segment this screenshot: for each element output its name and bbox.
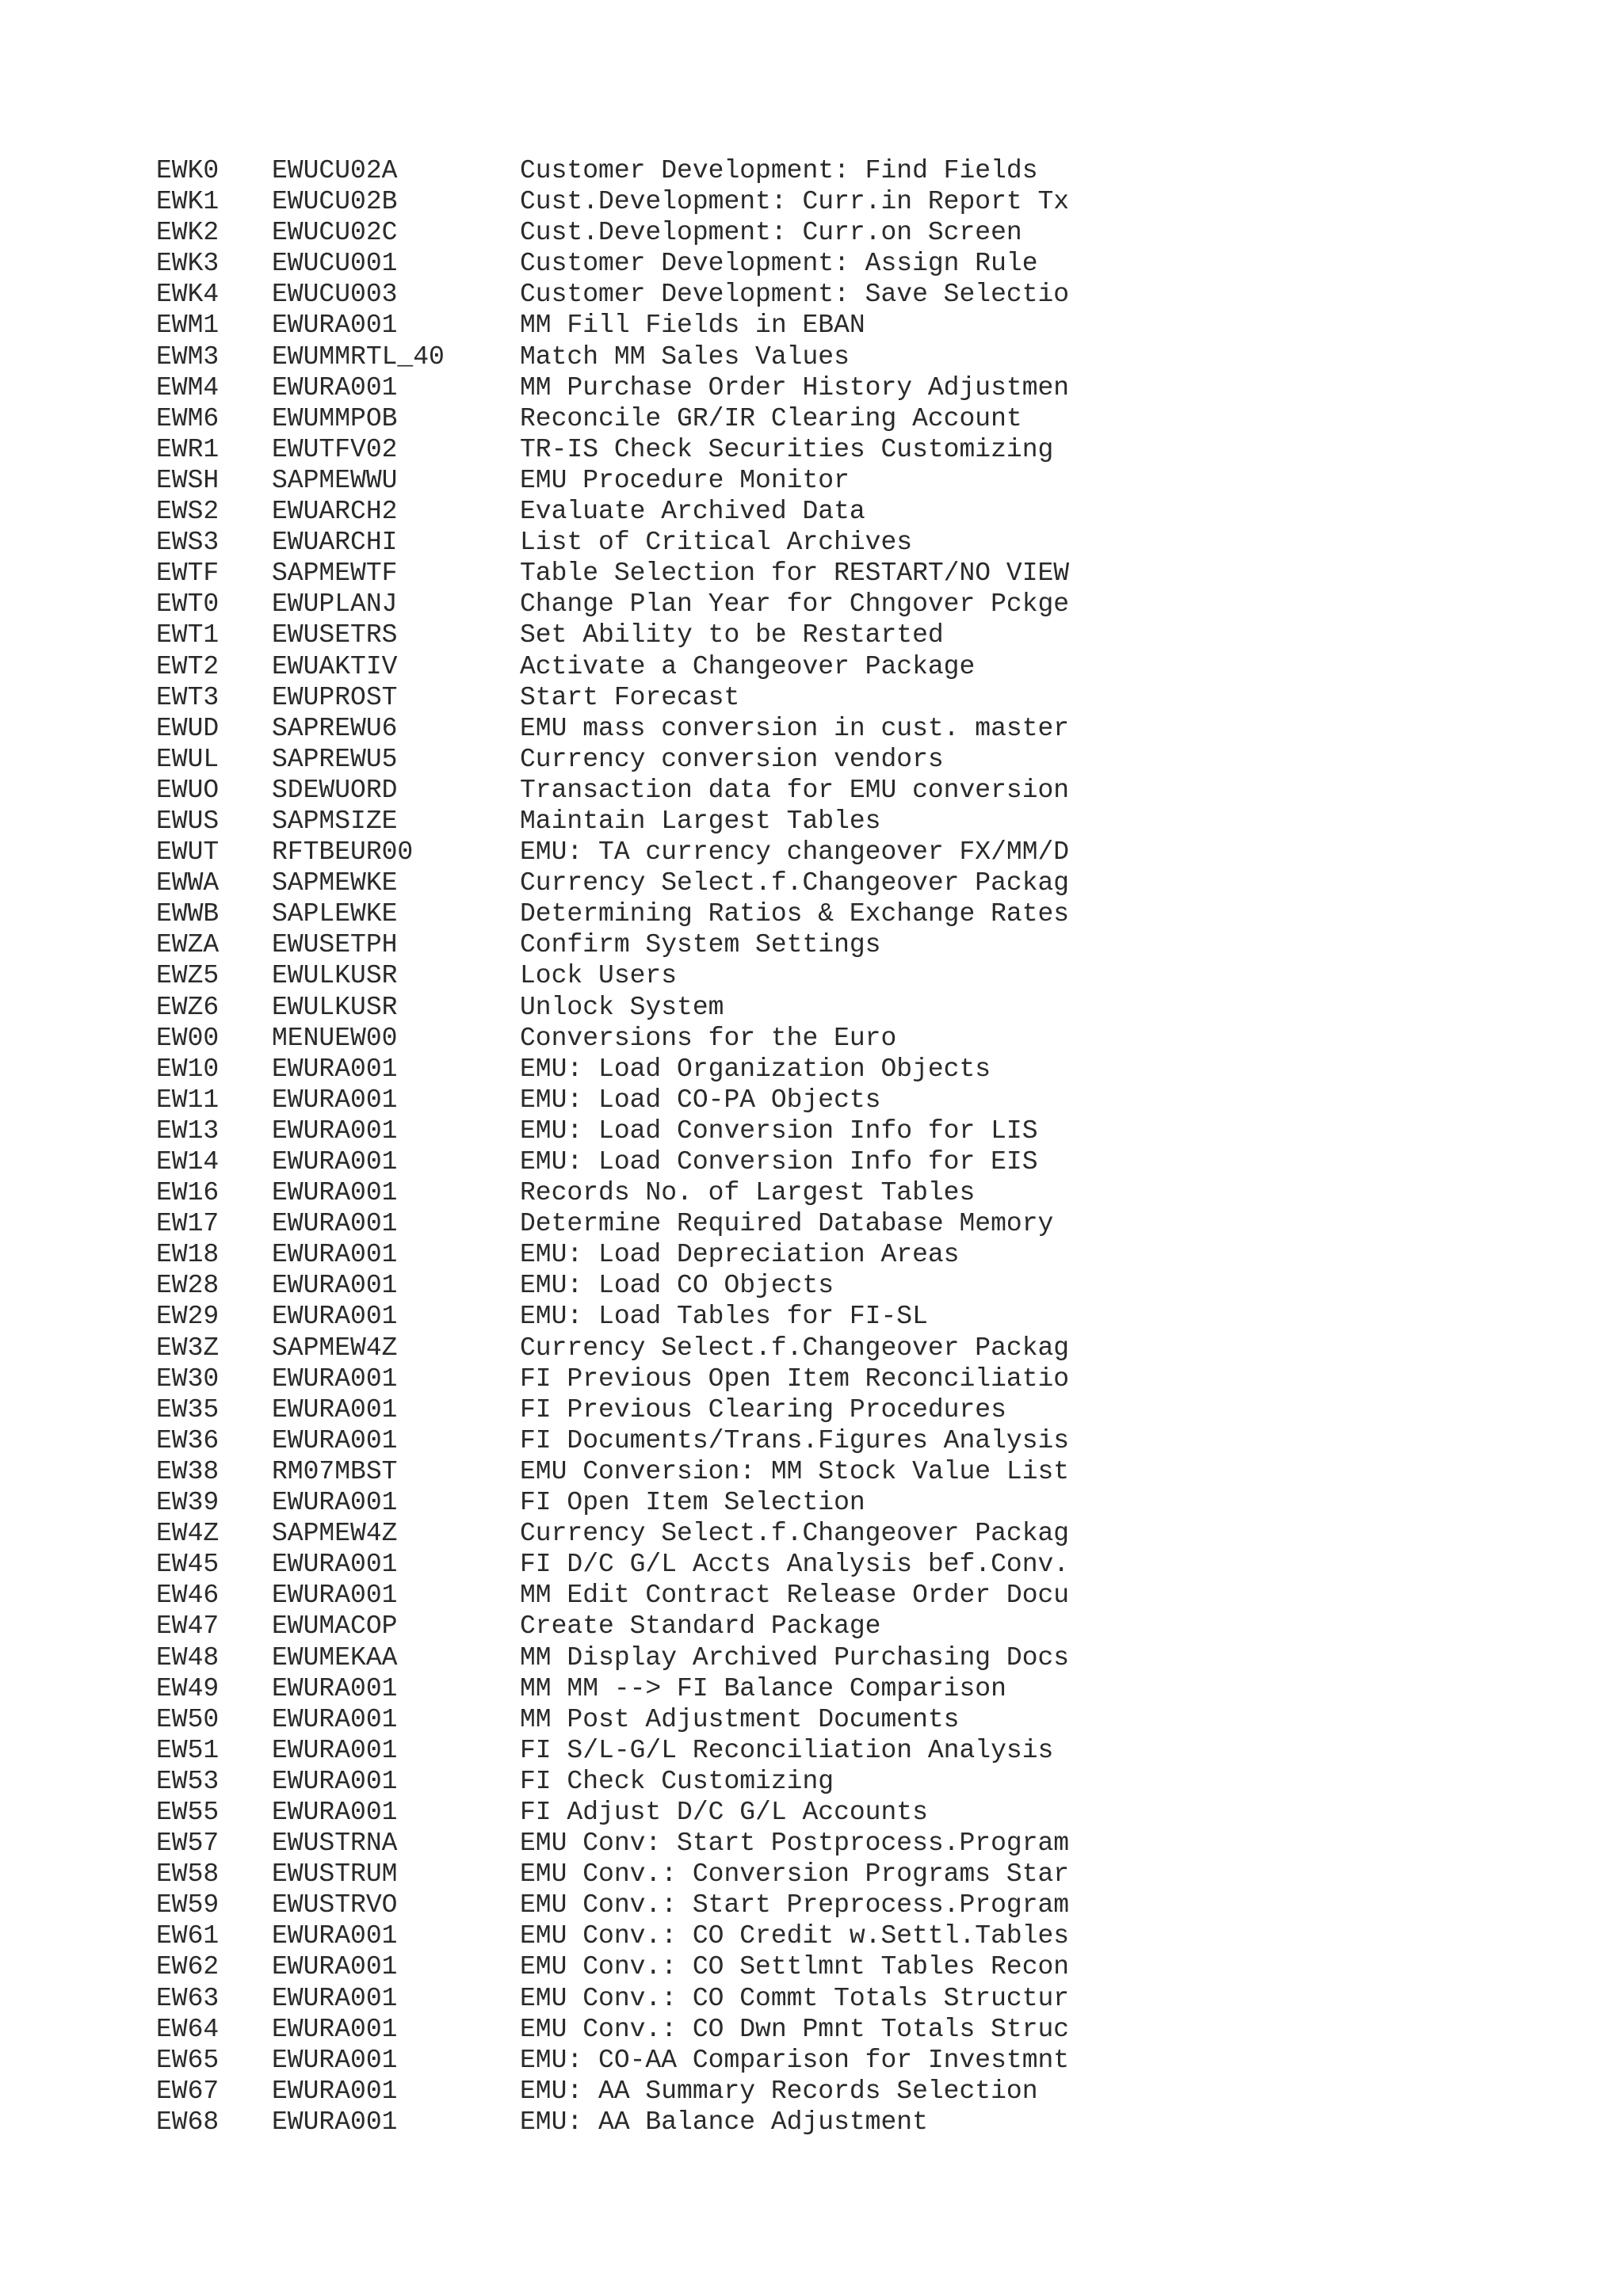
transaction-code-list	[156, 155, 1583, 2138]
transaction-description: EMU Conv.: CO Credit w.Settl.Tables	[520, 1921, 1070, 1951]
list-item	[156, 2076, 1583, 2107]
list-item	[156, 434, 1583, 465]
program-name: EWURA001	[272, 2014, 398, 2044]
list-item	[156, 1611, 1583, 1642]
transaction-code: EW13	[156, 1116, 220, 1146]
list-item	[156, 186, 1583, 217]
list-item	[156, 403, 1583, 434]
transaction-description: Maintain Largest Tables	[520, 806, 881, 836]
program-name: EWURA001	[272, 1271, 398, 1301]
transaction-code: EW57	[156, 1829, 220, 1859]
program-name: EWUPLANJ	[272, 589, 398, 620]
list-item	[156, 837, 1583, 868]
transaction-code: EWT3	[156, 682, 220, 712]
transaction-description: FI Previous Clearing Procedures	[520, 1394, 1006, 1425]
transaction-code: EW10	[156, 1054, 220, 1084]
transaction-description: Evaluate Archived Data	[520, 497, 865, 527]
list-item	[156, 1642, 1583, 1673]
list-item	[156, 496, 1583, 527]
transaction-description: FI Documents/Trans.Figures Analysis	[520, 1425, 1070, 1455]
program-name: EWUTFV02	[272, 434, 398, 464]
program-name: EWURA001	[272, 1735, 398, 1765]
transaction-code: EW17	[156, 1209, 220, 1239]
list-item	[156, 1208, 1583, 1239]
program-name: EWURA001	[272, 1550, 398, 1580]
list-item	[156, 1797, 1583, 1828]
program-name: SAPMEW4Z	[272, 1333, 398, 1363]
program-name: EWUCU02B	[272, 187, 398, 217]
list-item	[156, 465, 1583, 496]
program-name: EWUARCH2	[272, 497, 398, 527]
list-item	[156, 310, 1583, 341]
list-item	[156, 1301, 1583, 1332]
transaction-code: EWK1	[156, 187, 220, 217]
transaction-description: FI Check Customizing	[520, 1766, 834, 1796]
program-name: EWURA001	[272, 1797, 398, 1827]
transaction-description: Match MM Sales Values	[520, 341, 850, 372]
program-name: SAPMEWKE	[272, 868, 398, 898]
transaction-code: EW4Z	[156, 1519, 220, 1549]
transaction-code: EW16	[156, 1178, 220, 1208]
program-name: EWUMMPOB	[272, 403, 398, 433]
transaction-code: EW3Z	[156, 1333, 220, 1363]
transaction-description: Reconcile GR/IR Clearing Account	[520, 403, 1022, 433]
transaction-code: EW64	[156, 2014, 220, 2044]
transaction-code: EWUO	[156, 775, 220, 805]
program-name: EWURA001	[272, 1147, 398, 1177]
transaction-description: EMU: Load Tables for FI-SL	[520, 1302, 928, 1332]
transaction-code: EWM6	[156, 403, 220, 433]
transaction-description: EMU Conversion: MM Stock Value List	[520, 1456, 1070, 1486]
transaction-description: Currency Select.f.Changeover Packag	[520, 868, 1070, 898]
list-item	[156, 279, 1583, 310]
program-name: EWUSTRNA	[272, 1829, 398, 1859]
transaction-code: EWUD	[156, 713, 220, 743]
transaction-code: EWUS	[156, 806, 220, 836]
list-item	[156, 527, 1583, 558]
program-name: SAPMEWTF	[272, 559, 398, 589]
transaction-code: EW55	[156, 1797, 220, 1827]
program-name: SAPLEWKE	[272, 899, 398, 929]
transaction-code: EW62	[156, 1952, 220, 1982]
list-item	[156, 1394, 1583, 1425]
list-item	[156, 1549, 1583, 1580]
transaction-code: EW50	[156, 1704, 220, 1734]
transaction-code: EWWB	[156, 899, 220, 929]
program-name: EWUSTRVO	[272, 1890, 398, 1920]
transaction-description: EMU Conv.: Conversion Programs Star	[520, 1859, 1070, 1890]
transaction-code: EWZA	[156, 930, 220, 960]
list-item	[156, 155, 1583, 186]
transaction-description: TR-IS Check Securities Customizing	[520, 434, 1054, 464]
transaction-code: EWUT	[156, 837, 220, 868]
list-item	[156, 341, 1583, 372]
transaction-description: FI S/L-G/L Reconciliation Analysis	[520, 1735, 1054, 1765]
program-name: SDEWUORD	[272, 775, 398, 805]
list-item	[156, 1828, 1583, 1859]
transaction-description: MM MM --> FI Balance Comparison	[520, 1673, 1006, 1703]
transaction-description: Currency Select.f.Changeover Packag	[520, 1333, 1070, 1363]
transaction-description: FI Previous Open Item Reconciliatio	[520, 1363, 1070, 1394]
transaction-code: EW00	[156, 1023, 220, 1053]
program-name: EWUPROST	[272, 682, 398, 712]
list-item	[156, 1363, 1583, 1394]
list-item	[156, 620, 1583, 650]
transaction-code: EWK0	[156, 156, 220, 185]
transaction-description: EMU Conv.: Start Preprocess.Program	[520, 1890, 1070, 1920]
transaction-code: EW35	[156, 1394, 220, 1425]
program-name: RFTBEUR00	[272, 837, 414, 868]
program-name: EWUCU003	[272, 280, 398, 310]
transaction-code: EWT0	[156, 589, 220, 620]
list-item	[156, 1146, 1583, 1177]
list-item	[156, 651, 1583, 682]
transaction-description: Cust.Development: Curr.in Report Tx	[520, 187, 1070, 217]
program-name: EWURA001	[272, 1054, 398, 1084]
transaction-code: EW45	[156, 1550, 220, 1580]
list-item	[156, 217, 1583, 248]
list-item	[156, 1487, 1583, 1518]
transaction-code: EW65	[156, 2045, 220, 2075]
transaction-description: Change Plan Year for Chngover Pckge	[520, 589, 1070, 620]
transaction-code: EW18	[156, 1240, 220, 1270]
transaction-description: EMU: Load Organization Objects	[520, 1054, 991, 1084]
program-name: EWURA001	[272, 1116, 398, 1146]
list-item	[156, 898, 1583, 929]
transaction-code: EW14	[156, 1147, 220, 1177]
list-item	[156, 1766, 1583, 1797]
transaction-description: Records No. of Largest Tables	[520, 1178, 976, 1208]
transaction-code: EW53	[156, 1766, 220, 1796]
transaction-code: EW29	[156, 1302, 220, 1332]
list-item	[156, 1023, 1583, 1054]
list-item	[156, 1735, 1583, 1766]
program-name: EWUCU02A	[272, 156, 398, 185]
transaction-description: EMU mass conversion in cust. master	[520, 713, 1070, 743]
list-item	[156, 558, 1583, 589]
transaction-code: EWS3	[156, 528, 220, 558]
transaction-code: EW58	[156, 1859, 220, 1890]
program-name: EWULKUSR	[272, 961, 398, 991]
transaction-description: MM Display Archived Purchasing Docs	[520, 1642, 1070, 1672]
transaction-description: EMU Conv.: CO Dwn Pmnt Totals Struc	[520, 2014, 1070, 2044]
list-item	[156, 1673, 1583, 1704]
program-name: SAPMEWWU	[272, 465, 398, 495]
transaction-code: EWM4	[156, 372, 220, 402]
list-item	[156, 1951, 1583, 1982]
program-name: EWURA001	[272, 2045, 398, 2075]
transaction-code: EWS2	[156, 497, 220, 527]
program-name: EWUARCHI	[272, 528, 398, 558]
list-item	[156, 1177, 1583, 1208]
program-name: EWURA001	[272, 1178, 398, 1208]
transaction-description: EMU: Load CO Objects	[520, 1271, 834, 1301]
transaction-code: EW68	[156, 2107, 220, 2137]
list-item	[156, 2107, 1583, 2138]
list-item	[156, 806, 1583, 837]
transaction-code: EWSH	[156, 465, 220, 495]
list-item	[156, 1890, 1583, 1920]
transaction-description: EMU: Load Conversion Info for EIS	[520, 1147, 1038, 1177]
transaction-description: Table Selection for RESTART/NO VIEW	[520, 559, 1070, 589]
program-name: EWURA001	[272, 1921, 398, 1951]
transaction-code: EW28	[156, 1271, 220, 1301]
program-name: EWURA001	[272, 1209, 398, 1239]
transaction-description: Lock Users	[520, 961, 678, 991]
program-name: EWUMMRTL_40	[272, 341, 445, 372]
program-name: EWURA001	[272, 1983, 398, 2013]
program-name: EWUSETPH	[272, 930, 398, 960]
transaction-description: Cust.Development: Curr.on Screen	[520, 218, 1022, 248]
list-item	[156, 960, 1583, 991]
transaction-code: EWK2	[156, 218, 220, 248]
program-name: EWULKUSR	[272, 992, 398, 1022]
program-name: EWUAKTIV	[272, 651, 398, 681]
list-item	[156, 713, 1583, 744]
transaction-description: List of Critical Archives	[520, 528, 913, 558]
transaction-code: EW30	[156, 1363, 220, 1394]
program-name: EWURA001	[272, 1766, 398, 1796]
transaction-code: EWR1	[156, 434, 220, 464]
list-item	[156, 744, 1583, 775]
transaction-code: EWTF	[156, 559, 220, 589]
transaction-code: EW11	[156, 1085, 220, 1115]
list-item	[156, 775, 1583, 806]
list-item	[156, 1518, 1583, 1549]
program-name: EWURA001	[272, 1363, 398, 1394]
list-item	[156, 2014, 1583, 2045]
transaction-code: EW36	[156, 1425, 220, 1455]
transaction-description: MM Edit Contract Release Order Docu	[520, 1581, 1070, 1611]
transaction-description: Set Ability to be Restarted	[520, 620, 944, 650]
list-item	[156, 1239, 1583, 1270]
transaction-description: MM Purchase Order History Adjustmen	[520, 372, 1070, 402]
program-name: EWURA001	[272, 311, 398, 341]
program-name: EWURA001	[272, 1952, 398, 1982]
program-name: EWURA001	[272, 372, 398, 402]
list-item	[156, 1270, 1583, 1301]
transaction-description: Currency conversion vendors	[520, 744, 944, 774]
transaction-code: EWUL	[156, 744, 220, 774]
program-name: EWUCU001	[272, 249, 398, 279]
transaction-code: EW67	[156, 2076, 220, 2106]
transaction-description: EMU: Load CO-PA Objects	[520, 1085, 881, 1115]
transaction-description: Determine Required Database Memory	[520, 1209, 1054, 1239]
list-item	[156, 1054, 1583, 1085]
list-item	[156, 1704, 1583, 1735]
transaction-code: EWZ5	[156, 961, 220, 991]
list-item	[156, 992, 1583, 1023]
program-name: EWUMACOP	[272, 1611, 398, 1642]
list-item	[156, 1580, 1583, 1611]
transaction-code: EW39	[156, 1488, 220, 1518]
transaction-description: EMU: Load Depreciation Areas	[520, 1240, 960, 1270]
transaction-description: Unlock System	[520, 992, 724, 1022]
transaction-description: Transaction data for EMU conversion	[520, 775, 1070, 805]
transaction-code: EW59	[156, 1890, 220, 1920]
transaction-code: EWM3	[156, 341, 220, 372]
list-item	[156, 1456, 1583, 1487]
program-name: EWUCU02C	[272, 218, 398, 248]
list-item	[156, 2045, 1583, 2076]
transaction-description: Conversions for the Euro	[520, 1023, 897, 1053]
transaction-description: Determining Ratios & Exchange Rates	[520, 899, 1070, 929]
transaction-code: EW38	[156, 1456, 220, 1486]
transaction-description: MM Post Adjustment Documents	[520, 1704, 960, 1734]
transaction-code: EWK3	[156, 249, 220, 279]
program-name: RM07MBST	[272, 1456, 398, 1486]
transaction-description: FI Open Item Selection	[520, 1488, 865, 1518]
transaction-code: EW63	[156, 1983, 220, 2013]
list-item	[156, 1333, 1583, 1363]
transaction-description: Customer Development: Find Fields	[520, 156, 1038, 185]
transaction-description: Customer Development: Assign Rule	[520, 249, 1038, 279]
transaction-code: EW47	[156, 1611, 220, 1642]
transaction-code: EW48	[156, 1642, 220, 1672]
transaction-code: EW46	[156, 1581, 220, 1611]
program-name: EWURA001	[272, 2107, 398, 2137]
program-name: EWURA001	[272, 1425, 398, 1455]
transaction-code: EW61	[156, 1921, 220, 1951]
transaction-description: Customer Development: Save Selectio	[520, 280, 1070, 310]
list-item	[156, 682, 1583, 713]
program-name: EWURA001	[272, 1488, 398, 1518]
transaction-description: EMU Procedure Monitor	[520, 465, 850, 495]
transaction-code: EWT2	[156, 651, 220, 681]
list-item	[156, 589, 1583, 620]
list-item	[156, 868, 1583, 898]
program-name: EWUMEKAA	[272, 1642, 398, 1672]
transaction-description: FI D/C G/L Accts Analysis bef.Conv.	[520, 1550, 1070, 1580]
program-name: SAPMSIZE	[272, 806, 398, 836]
transaction-code: EWK4	[156, 280, 220, 310]
list-item	[156, 929, 1583, 960]
transaction-description: EMU: TA currency changeover FX/MM/D	[520, 837, 1070, 868]
program-name: EWURA001	[272, 1394, 398, 1425]
transaction-code: EWZ6	[156, 992, 220, 1022]
list-item	[156, 1425, 1583, 1456]
transaction-description: EMU: AA Summary Records Selection	[520, 2076, 1038, 2106]
transaction-code: EW51	[156, 1735, 220, 1765]
program-name: EWURA001	[272, 1673, 398, 1703]
list-item	[156, 1085, 1583, 1116]
program-name: EWURA001	[272, 2076, 398, 2106]
transaction-description: EMU Conv: Start Postprocess.Program	[520, 1829, 1070, 1859]
program-name: SAPMEW4Z	[272, 1519, 398, 1549]
transaction-description: MM Fill Fields in EBAN	[520, 311, 865, 341]
transaction-code: EW49	[156, 1673, 220, 1703]
transaction-description: Confirm System Settings	[520, 930, 881, 960]
program-name: EWURA001	[272, 1085, 398, 1115]
transaction-description: EMU: CO-AA Comparison for Investmnt	[520, 2045, 1070, 2075]
program-name: EWURA001	[272, 1704, 398, 1734]
transaction-code: EWM1	[156, 311, 220, 341]
list-item	[156, 1116, 1583, 1146]
program-name: EWURA001	[272, 1302, 398, 1332]
transaction-description: Create Standard Package	[520, 1611, 881, 1642]
list-item	[156, 1920, 1583, 1951]
list-item	[156, 372, 1583, 403]
program-name: EWURA001	[272, 1240, 398, 1270]
program-name: EWUSETRS	[272, 620, 398, 650]
transaction-code: EWWA	[156, 868, 220, 898]
program-name: MENUEW00	[272, 1023, 398, 1053]
list-item	[156, 1859, 1583, 1890]
transaction-description: Start Forecast	[520, 682, 740, 712]
transaction-description: EMU: Load Conversion Info for LIS	[520, 1116, 1038, 1146]
transaction-description: EMU: AA Balance Adjustment	[520, 2107, 928, 2137]
program-name: SAPREWU6	[272, 713, 398, 743]
transaction-description: EMU Conv.: CO Commt Totals Structur	[520, 1983, 1070, 2013]
program-name: EWURA001	[272, 1581, 398, 1611]
program-name: EWUSTRUM	[272, 1859, 398, 1890]
transaction-description: Activate a Changeover Package	[520, 651, 976, 681]
transaction-description: Currency Select.f.Changeover Packag	[520, 1519, 1070, 1549]
list-item	[156, 248, 1583, 279]
program-name: SAPREWU5	[272, 744, 398, 774]
list-item	[156, 1983, 1583, 2014]
transaction-description: FI Adjust D/C G/L Accounts	[520, 1797, 928, 1827]
transaction-code: EWT1	[156, 620, 220, 650]
transaction-description: EMU Conv.: CO Settlmnt Tables Recon	[520, 1952, 1070, 1982]
